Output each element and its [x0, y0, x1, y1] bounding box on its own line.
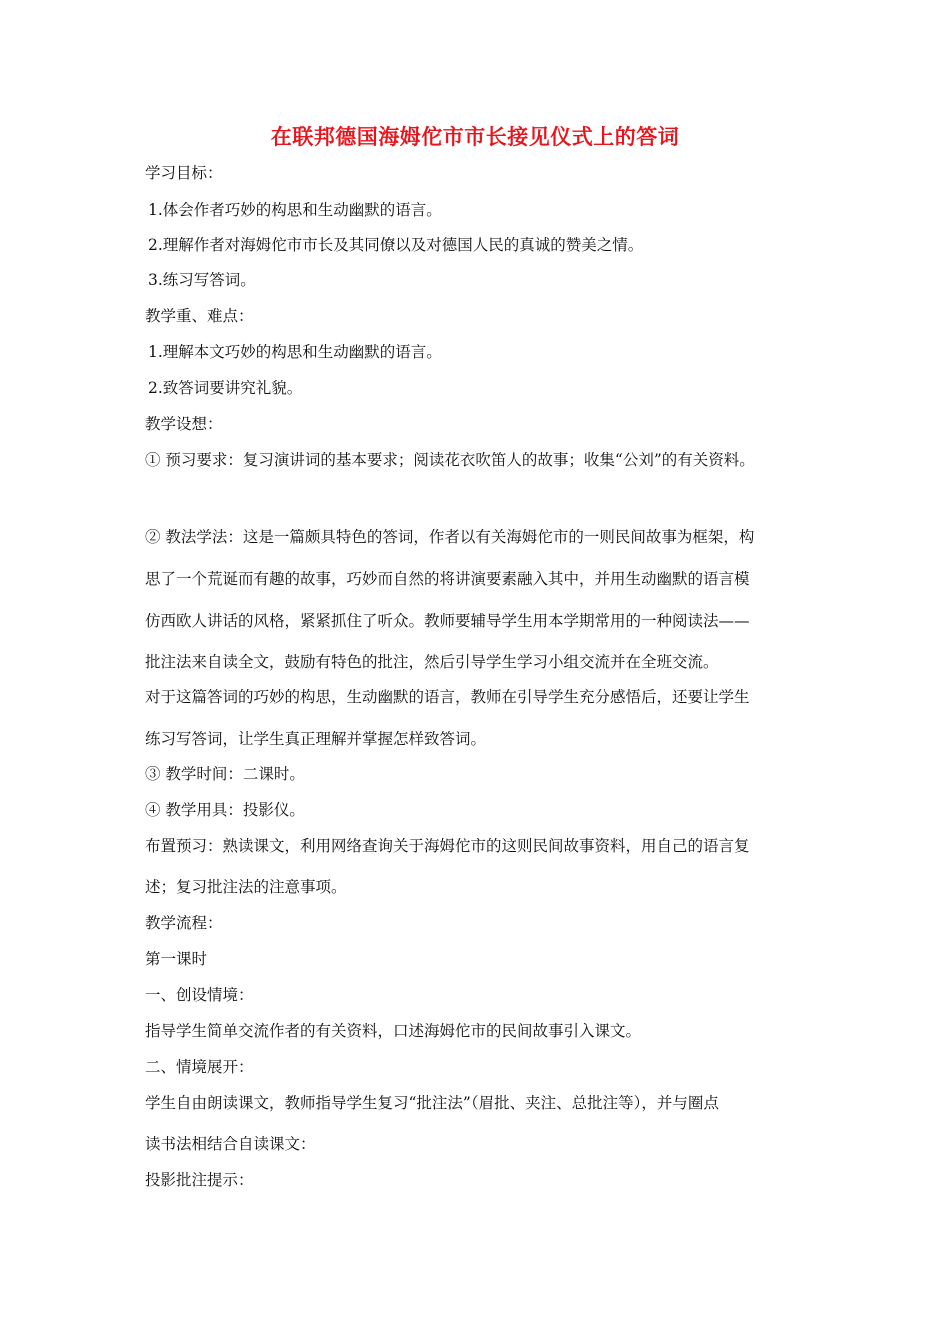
plan-item-2-line-1: ② 教法学法：这是一篇颇具特色的答词，作者以有关海姆佗市的一则民间故事为框架，构 — [145, 528, 755, 546]
heading-teaching-flow: 教学流程： — [145, 914, 223, 932]
preview-line-1: 布置预习：熟读课文，利用网络查询关于海姆佗市的这则民间故事资料，用自己的语言复 — [145, 837, 750, 855]
plan-item-2-line-3: 仿西欧人讲话的风格，紧紧抓住了听众。教师要辅导学生用本学期常用的一种阅读法—— — [145, 612, 750, 630]
plan-item-2-line-4: 批注法来自读全文，鼓励有特色的批注，然后引导学生学习小组交流并在全班交流。 — [145, 653, 719, 671]
key-point-2: 2.致答词要讲究礼貌。 — [148, 379, 303, 397]
heading-first-lesson: 第一课时 — [145, 950, 208, 968]
section-two-text-line-1: 学生自由朗读课文，教师指导学生复习“批注法”（眉批、夹注、总批注等），并与圈点 — [145, 1094, 719, 1112]
plan-item-3: ③ 教学时间：二课时。 — [145, 765, 305, 783]
preview-line-2: 述；复习批注法的注意事项。 — [145, 878, 347, 896]
annotation-hint-heading: 投影批注提示： — [145, 1171, 254, 1189]
plan-item-2-line-5: 对于这篇答词的巧妙的构思，生动幽默的语言，教师在引导学生充分感悟后，还要让学生 — [145, 688, 750, 706]
heading-key-points: 教学重、难点： — [145, 307, 254, 325]
document-title: 在联邦德国海姆佗市市长接见仪式上的答词 — [270, 125, 680, 149]
section-two-text-line-2: 读书法相结合自读课文： — [145, 1135, 316, 1153]
plan-item-4: ④ 教学用具：投影仪。 — [145, 801, 305, 819]
key-point-1: 1.理解本文巧妙的构思和生动幽默的语言。 — [148, 343, 442, 361]
goal-item-3: 3.练习写答词。 — [148, 271, 256, 289]
section-one-heading: 一、创设情境： — [145, 986, 254, 1004]
plan-item-1: ① 预习要求：复习演讲词的基本要求；阅读花衣吹笛人的故事；收集“公刘”的有关资料。 — [145, 451, 755, 469]
heading-learning-goals: 学习目标： — [145, 164, 223, 182]
plan-item-2-line-2: 思了一个荒诞而有趣的故事，巧妙而自然的将讲演要素融入其中，并用生动幽默的语言模 — [145, 570, 750, 588]
goal-item-2: 2.理解作者对海姆佗市市长及其同僚以及对德国人民的真诚的赞美之情。 — [148, 236, 644, 254]
section-two-heading: 二、情境展开： — [145, 1058, 254, 1076]
heading-teaching-plan: 教学设想： — [145, 415, 223, 433]
plan-item-2-line-6: 练习写答词，让学生真正理解并掌握怎样致答词。 — [145, 730, 487, 748]
goal-item-1: 1.体会作者巧妙的构思和生动幽默的语言。 — [148, 201, 442, 219]
section-one-text: 指导学生简单交流作者的有关资料，口述海姆佗市的民间故事引入课文。 — [145, 1022, 642, 1040]
